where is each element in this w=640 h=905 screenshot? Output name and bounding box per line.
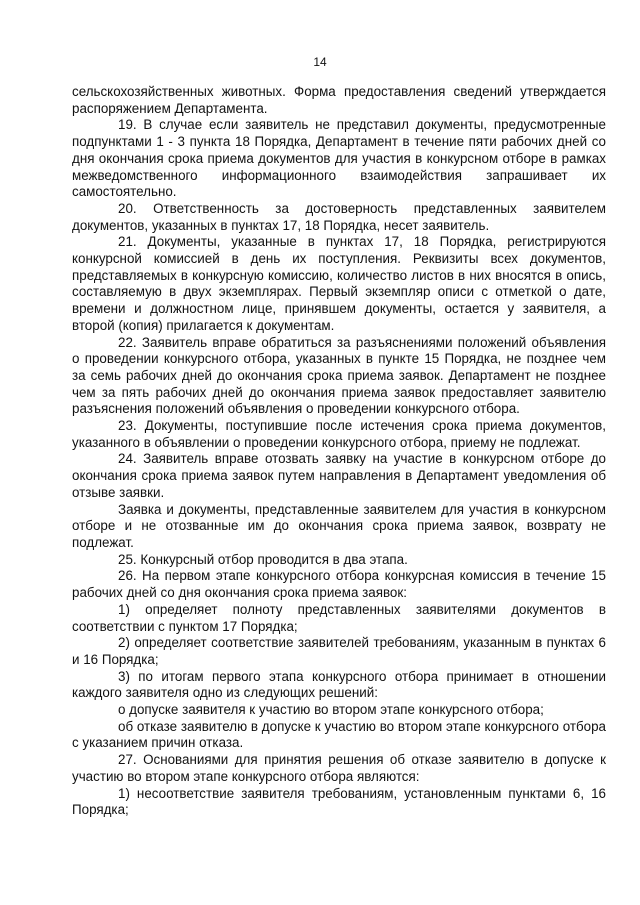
paragraph: 1) определяет полноту представленных заявителями документов в соответствии с пунктом 17 Порядка; (72, 601, 606, 634)
paragraph: 22. Заявитель вправе обратиться за разъяснениями положений объявления о проведении конкурсного отбора, указанных в пункте 15 Порядка, не позднее чем за семь рабочих дней до окончания срока приема заявок. Департамент не позднее чем за пять рабочих дней до окончания приема заявок предоставляет заявителю разъяснения положений объявления о проведении конкурсного отбора. (72, 334, 606, 417)
paragraph: 21. Документы, указанные в пунктах 17, 18 Порядка, регистрируются конкурсной комиссией в день их поступления. Реквизиты всех документов, представляемых в конкурсную комиссию, количество листов в них вносятся в опись, составляемую в двух экземплярах. Первый экземпляр описи с отметкой о дате, времени и должностном лице, принявшем документы, остается у заявителя, а второй (копия) прилагается к документам. (72, 234, 606, 333)
paragraph: 24. Заявитель вправе отозвать заявку на участие в конкурсном отборе до окончания срока приема заявок путем направления в Департамент уведомления об отзыве заявки. (72, 451, 606, 500)
paragraph: сельскохозяйственных животных. Форма предоставления сведений утверждается распоряжением Департамента. (72, 84, 606, 116)
paragraph: 26. На первом этапе конкурсного отбора конкурсная комиссия в течение 15 рабочих дней со дня окончания срока приема заявок: (72, 568, 606, 601)
paragraph: об отказе заявителю в допуске к участию во втором этапе конкурсного отбора с указанием причин отказа. (72, 718, 606, 751)
document-body (72, 84, 606, 819)
paragraph: Заявка и документы, представленные заявителем для участия в конкурсном отборе и не отозванные им до окончания срока приема заявок, возврату не подлежат. (72, 501, 606, 550)
paragraph: 2) определяет соответствие заявителей требованиям, указанным в пунктах 6 и 16 Порядка; (72, 635, 606, 667)
paragraph: 3) по итогам первого этапа конкурсного отбора принимает в отношении каждого заявителя одно из следующих решений: (72, 668, 606, 701)
paragraph: о допуске заявителя к участию во втором этапе конкурсного отбора; (118, 702, 544, 718)
paragraph: 1) несоответствие заявителя требованиям, установленным пунктами 6, 16 Порядка; (72, 785, 606, 818)
paragraph: 19. В случае если заявитель не представил документы, предусмотренные подпунктами 1 - 3 пункта 18 Порядка, Департамент в течение пяти рабочих дней со дня окончания срока приема документов для участия в конкурсном отборе в рамках межведомственного информационного взаимодействия запрашивает их самостоятельно. (72, 117, 606, 200)
page-number: 14 (313, 55, 327, 69)
paragraph: 20. Ответственность за достоверность представленных заявителем документов, указанных в пунктах 17, 18 Порядка, несет заявитель. (72, 200, 606, 233)
paragraph: 25. Конкурсный отбор проводится в два этапа. (118, 551, 408, 567)
paragraph: 23. Документы, поступившие после истечения срока приема документов, указанного в объявлении о проведении конкурсного отбора, приему не подлежат. (72, 418, 606, 450)
paragraph: 27. Основаниями для принятия решения об отказе заявителю в допуске к участию во втором этапе конкурсного отбора являются: (72, 752, 606, 784)
